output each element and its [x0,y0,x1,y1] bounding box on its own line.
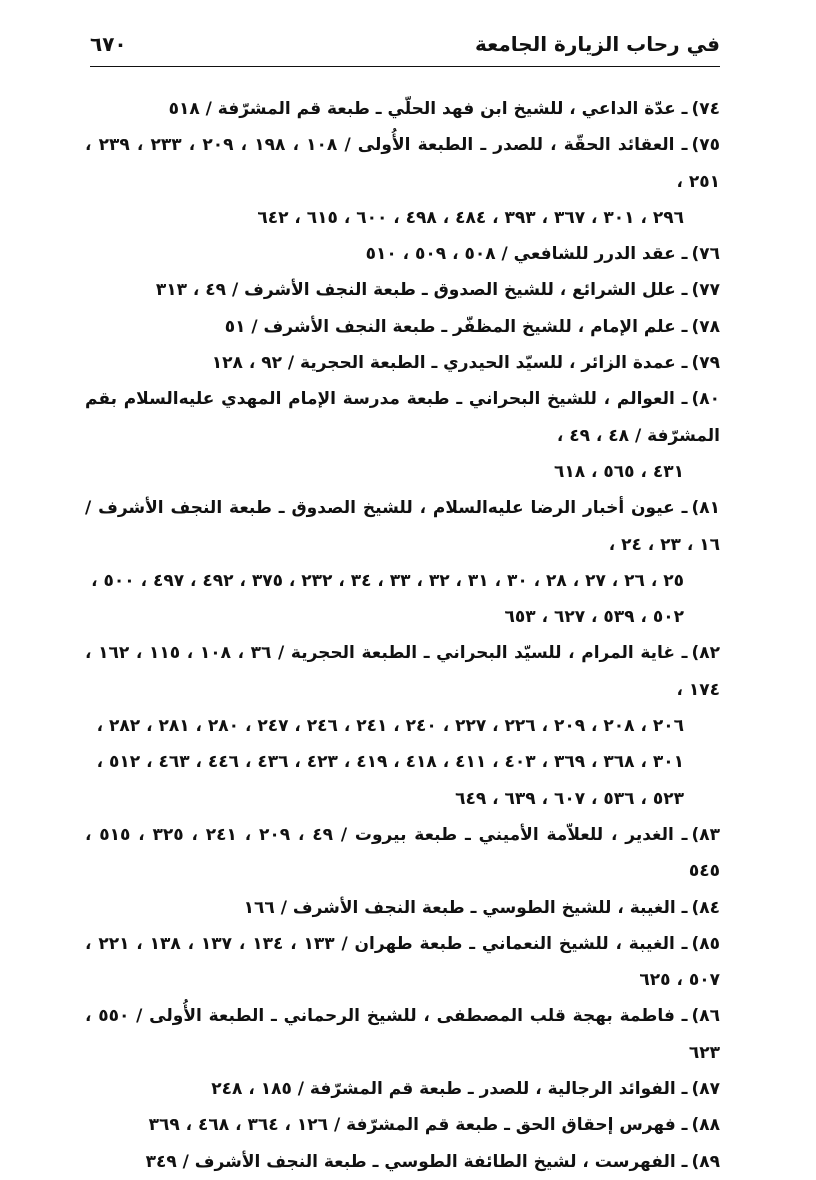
bibliography-entry [85,1107,720,1143]
entry-continuation: ٣٠١ ، ٣٦٨ ، ٣٦٩ ، ٤٠٣ ، ٤١١ ، ٤١٨ ، ٤١٩ ، ٤٢٣ ، ٤٣٦ ، ٤٤٦ ، ٤٦٣ ، ٥١٢ ، [96,752,684,773]
running-header [90,30,720,64]
entry-text: ـ الفوائد الرجالية ، للصدر ـ طبعة قم المشرّفة / ١٨٥ ، ٢٤٨ [211,1079,688,1100]
bibliography-entry [85,926,720,999]
entry-number: ٨٧) [691,1079,720,1100]
entry-text: ـ الغدير ، للعلاّمة الأميني ـ طبعة بيروت / ٤٩ ، ٢٠٩ ، ٢٤١ ، ٣٢٥ ، ٥١٥ ، ٥٤٥ [85,824,720,882]
entry-number: ٨٥) [691,933,721,954]
entry-number: ٧٥) [691,135,721,156]
bibliography-entry [85,1144,720,1180]
bibliography-entry [85,635,720,816]
entry-number: ٨٤) [691,897,720,918]
entry-number: ٨٨) [691,1115,720,1136]
entry-text: ـ علم الإمام ، للشيخ المظفّر ـ طبعة النجف الأشرف / ٥١ [224,316,688,337]
entry-continuation: ٢٩٦ ، ٣٠١ ، ٣٦٧ ، ٣٩٣ ، ٤٨٤ ، ٤٩٨ ، ٦٠٠ ، ٦١٥ ، ٦٤٢ [257,207,684,228]
bibliography-entry [85,1071,720,1107]
entry-text: ـ فهرس إحقاق الحق ـ طبعة قم المشرّفة / ١٢٦ ، ٣٦٤ ، ٤٦٨ ، ٣٦٩ [148,1115,688,1136]
entry-number: ٨٢) [691,643,721,664]
entry-number: ٧٩) [691,353,720,374]
bibliography-entry [85,345,720,381]
entry-text: ـ عمدة الزائر ، للسيّد الحيدري ـ الطبعة الحجرية / ٩٢ ، ١٢٨ [211,353,688,374]
entry-number: ٨٣) [691,824,721,845]
entry-number: ٨٦) [691,1006,720,1027]
entry-number: ٧٤) [691,99,720,119]
bibliography-entry [85,236,720,272]
entry-number: ٧٦) [691,244,720,265]
bibliography-entry [85,309,720,345]
entry-continuation: ٤٣١ ، ٥٦٥ ، ٦١٨ [553,461,684,482]
entry-text: ـ الغيبة ، للشيخ الطوسي ـ طبعة النجف الأشرف / ١٦٦ [243,897,688,918]
entry-text: ـ غاية المرام ، للسيّد البحراني ـ الطبعة الحجرية / ٣٦ ، ١٠٨ ، ١١٥ ، ١٦٢ ، ١٧٤ ، [85,643,720,700]
entry-text: ـ فاطمة بهجة قلب المصطفى ، للشيخ الرحماني ـ الطبعة الأُولى / ٥٥٠ ، ٦٢٣ [85,1006,720,1063]
page-number: ٦٧٠ [90,32,127,56]
running-title: في رحاب الزيارة الجامعة [475,32,720,56]
entry-number: ٧٨) [691,316,720,337]
entry-text: ـ الفهرست ، لشيخ الطائفة الطوسي ـ طبعة النجف الأشرف / ٣٤٩ [145,1151,688,1172]
entry-text: ـ عيون أخبار الرضا عليه‌السلام ، للشيخ الصدوق ـ طبعة النجف الأشرف / ١٦ ، ٢٣ ، ٢٤ ، [85,498,720,555]
header-rule [90,66,720,67]
bibliography-entry [85,91,720,127]
entry-continuation: ٥٢٣ ، ٥٣٦ ، ٦٠٧ ، ٦٣٩ ، ٦٤٩ [455,788,684,809]
entry-continuation: ٢٥ ، ٢٦ ، ٢٧ ، ٢٨ ، ٣٠ ، ٣١ ، ٣٢ ، ٣٣ ، ٣٤ ، ٢٣٢ ، ٣٧٥ ، ٤٩٢ ، ٤٩٧ ، ٥٠٠ ، [91,570,684,591]
bibliography-list [85,91,720,1180]
entry-number: ٨٠) [691,389,720,410]
bibliography-entry [85,381,720,490]
bibliography-entry [85,998,720,1071]
entry-number: ٧٧) [691,280,720,301]
entry-text: ـ عدّة الداعي ، للشيخ ابن فهد الحلّي ـ طبعة قم المشرّفة / ٥١٨ [168,99,688,119]
entry-text: ـ العقائد الحقّة ، للصدر ـ الطبعة الأُولى / ١٠٨ ، ١٩٨ ، ٢٠٩ ، ٢٣٣ ، ٢٣٩ ، ٢٥١ ، [85,135,720,192]
bibliography-entry [85,817,720,890]
entry-number: ٨١) [691,498,720,519]
entry-continuation: ٥٠٢ ، ٥٣٩ ، ٦٢٧ ، ٦٥٣ [504,607,684,628]
entry-text: ـ الغيبة ، للشيخ النعماني ـ طبعة طهران / ١٣٣ ، ١٣٤ ، ١٣٧ ، ١٣٨ ، ٢٢١ ، ٥٠٧ ، ٦٢٥ [85,933,720,991]
entry-text: ـ العوالم ، للشيخ البحراني ـ طبعة مدرسة الإمام المهدي عليه‌السلام بقم المشرّفة / ٤٨ ، ٤٩ ، [85,389,720,446]
bibliography-entry [85,127,720,236]
bibliography-entry [85,890,720,926]
entry-number: ٨٩) [691,1151,720,1172]
entry-continuation: ٢٠٦ ، ٢٠٨ ، ٢٠٩ ، ٢٢٦ ، ٢٢٧ ، ٢٤٠ ، ٢٤١ ، ٢٤٦ ، ٢٤٧ ، ٢٨٠ ، ٢٨١ ، ٢٨٢ ، [96,716,684,737]
bibliography-entry [85,272,720,308]
entry-text: ـ علل الشرائع ، للشيخ الصدوق ـ طبعة النجف الأشرف / ٤٩ ، ٣١٣ [155,280,688,301]
bibliography-entry [85,490,720,635]
entry-text: ـ عقد الدرر للشافعي / ٥٠٨ ، ٥٠٩ ، ٥١٠ [365,244,688,265]
